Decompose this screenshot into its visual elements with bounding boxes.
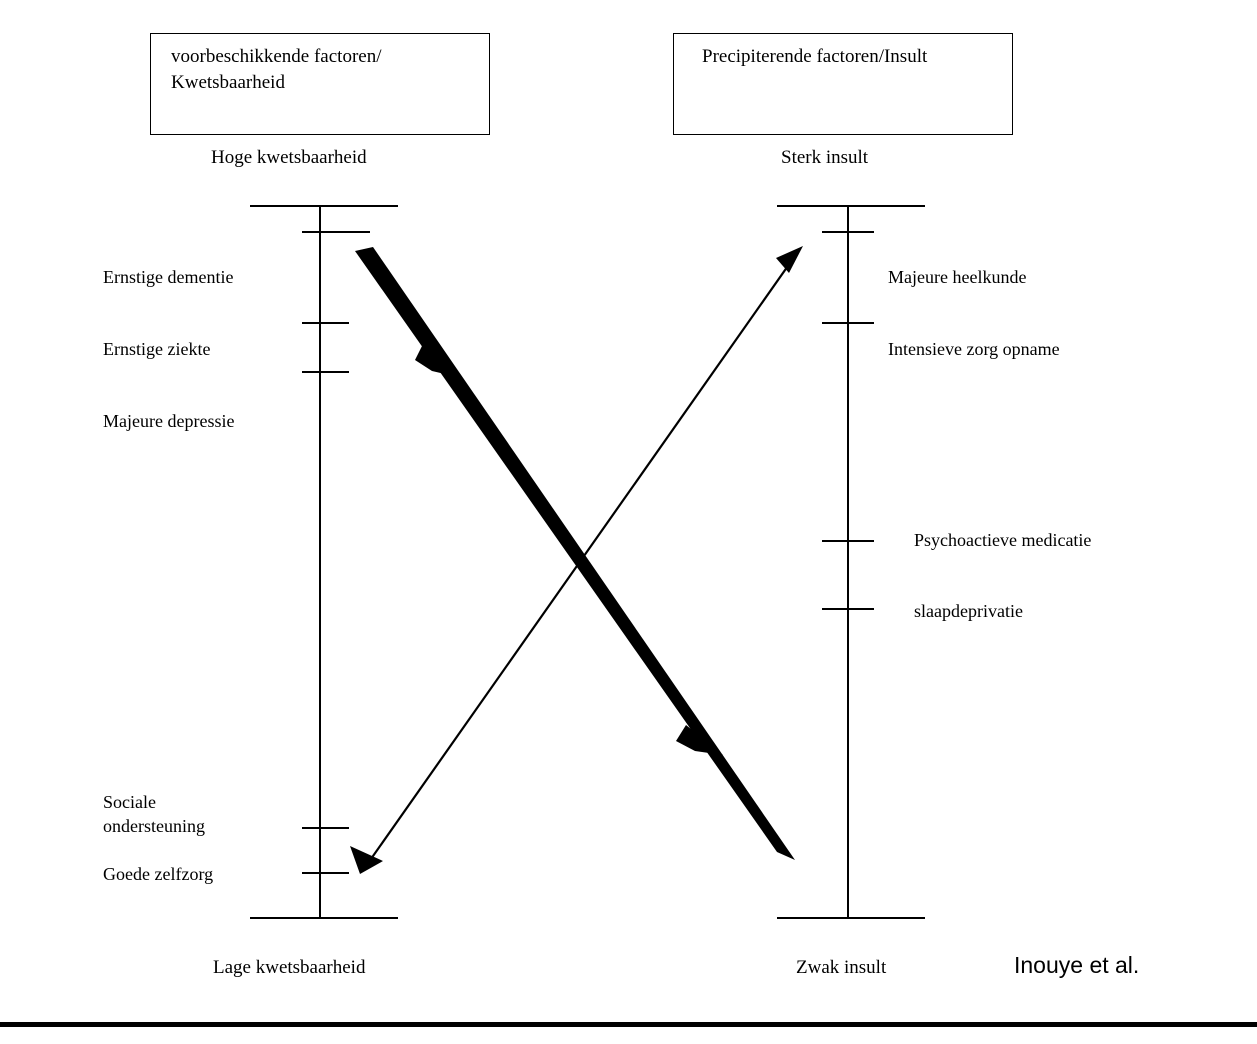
left-label-goede-zelfzorg: Goede zelfzorg <box>103 864 214 884</box>
left-label-ernstige-ziekte: Ernstige ziekte <box>103 339 211 359</box>
thick-arrow-down-right <box>355 247 795 860</box>
header-box-precipitating <box>673 33 1013 135</box>
left-axis-tick-3 <box>302 371 349 373</box>
left-label-majeure-depressie: Majeure depressie <box>103 411 235 431</box>
right-axis-tick-2 <box>822 322 874 324</box>
left-axis-tick-1 <box>302 231 370 233</box>
left-label-sociale-ondersteuning <box>103 790 205 839</box>
thick-arrow-head-mid-lower <box>676 725 723 755</box>
right-label-psychoactieve-medicatie: Psychoactieve medicatie <box>914 530 1092 550</box>
right-axis-bottom-bar <box>777 917 925 919</box>
right-label-majeure-heelkunde: Majeure heelkunde <box>888 267 1027 287</box>
right-axis-top-bar <box>777 205 925 207</box>
header-right-line1: Precipiterende factoren/Insult <box>702 46 928 67</box>
left-axis-line <box>319 205 321 918</box>
right-axis-tick-4 <box>822 608 874 610</box>
thin-arrow-shaft <box>366 253 797 866</box>
left-label-sociale-line2: ondersteuning <box>103 816 205 837</box>
left-axis-bottom-bar <box>250 917 398 919</box>
right-axis-top-caption: Sterk insult <box>781 147 869 168</box>
header-left-line2: Kwetsbaarheid <box>171 71 285 93</box>
right-label-slaapdeprivatie: slaapdeprivatie <box>914 601 1023 621</box>
right-label-intensieve-zorg-opname: Intensieve zorg opname <box>888 339 1060 359</box>
header-left-line1: voorbeschikkende factoren/ <box>171 46 382 67</box>
bottom-divider <box>0 1022 1257 1027</box>
thin-arrow-head-top <box>776 246 803 273</box>
thick-arrow-head-mid-upper <box>415 342 462 378</box>
right-axis-line <box>847 205 849 918</box>
left-axis-top-caption: Hoge kwetsbaarheid <box>211 147 367 168</box>
left-label-ernstige-dementie: Ernstige dementie <box>103 267 234 287</box>
left-axis-bottom-caption: Lage kwetsbaarheid <box>213 957 366 978</box>
left-axis-tick-2 <box>302 322 349 324</box>
right-axis-bottom-caption: Zwak insult <box>796 957 887 978</box>
left-axis-tick-5 <box>302 872 349 874</box>
thin-arrow-head-bottom <box>350 846 383 874</box>
left-axis-top-bar <box>250 205 398 207</box>
header-box-predisposing <box>150 33 490 135</box>
left-axis-tick-4 <box>302 827 349 829</box>
right-axis-tick-1 <box>822 231 874 233</box>
right-axis-tick-3 <box>822 540 874 542</box>
source-credit: Inouye et al. <box>1014 952 1140 978</box>
left-label-sociale-line1: Sociale <box>103 792 156 812</box>
